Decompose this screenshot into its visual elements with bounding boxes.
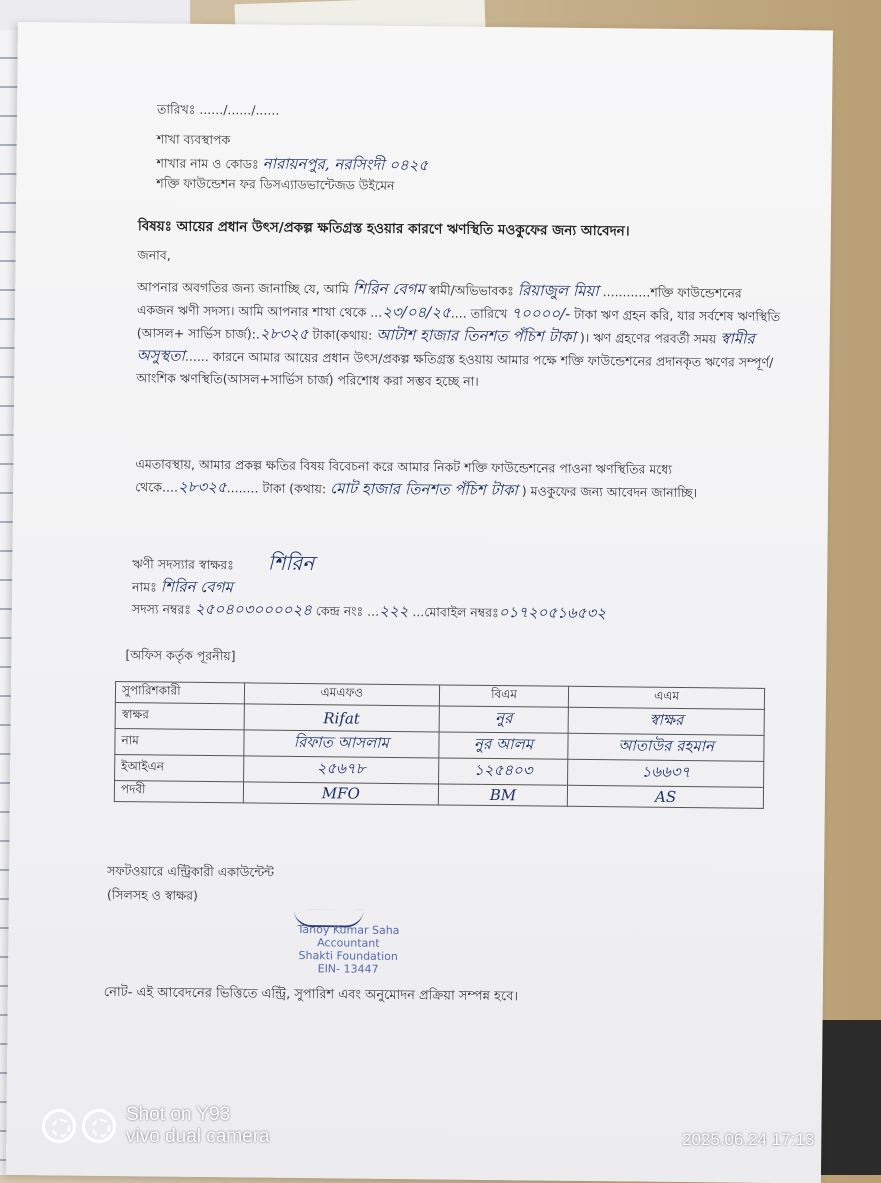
name-value-hand: শিরিন বেগম <box>160 577 233 597</box>
subject-line: বিষয়ঃ আয়ের প্রধান উৎস/প্রকল্প ক্ষতিগ্রস্ত হওয়ার কারণে ঋণস্থিতি মওকুফের জন্য আবেদন। <box>137 218 630 240</box>
table-cell: ১৬৬৩৭ <box>568 759 764 787</box>
stamp-name: Tanoy Kumar Saha <box>297 922 400 938</box>
member-name-hand: শিরিন বেগম <box>352 279 425 299</box>
table-cell: স্বাক্ষর <box>568 707 764 735</box>
p1-text-f: টাকা(কথায়: <box>312 327 373 343</box>
addressee-title: শাখা ব্যবস্থাপক <box>156 131 231 148</box>
branch-label: শাখার নাম ও কোডঃ <box>156 155 259 172</box>
branch-value: নারায়নপুর, নরসিংদী ০৪২৫ <box>262 154 429 175</box>
table-header-cell: এমএফও <box>244 683 439 706</box>
waiver-words-hand: মোট হাজার তিনশত পঁচিশ টাকা <box>330 479 518 500</box>
accountant-label: সফটওয়ারে এন্ট্রিকারী একাউন্টেন্ট <box>107 862 275 880</box>
table-header-cell: এএম <box>569 686 765 709</box>
row-label: পদবী <box>114 781 243 803</box>
camera-logo-icon <box>82 1109 116 1143</box>
loan-date-hand: ২৩/০৪/২৫ <box>382 302 451 322</box>
p2-text-a: এমতাবস্থায়, আমার প্রকল্প ক্ষতির বিষয় বিবেচনা করে আমার নিকট শক্তি ফাউন্ডেশনের পাওনা ঋণস্থিতির মধ্যে থেকে.... <box>135 456 673 495</box>
reason-hand: স্বামীর অসুস্থতা <box>136 329 755 365</box>
table-header-cell: বিএম <box>439 685 569 707</box>
p1-text-b: স্বামী/অভিভাবকঃ <box>428 282 514 299</box>
paragraph-one <box>136 275 782 396</box>
approval-table <box>114 681 765 809</box>
table-cell: ১২৫৪০৩ <box>438 758 568 785</box>
table-cell: নুর <box>439 706 569 733</box>
member-signature: শিরিন <box>267 550 315 576</box>
center-label: কেন্দ্র নংঃ ... <box>315 603 380 619</box>
date-line: তারিখঃ ....../....../...... <box>157 101 280 118</box>
stamp-ein: EIN- 13447 <box>317 962 379 976</box>
application-form <box>6 22 833 1183</box>
p1-text-g: )। ঋণ গ্রহণের পরবর্তী সময় <box>579 329 717 347</box>
balance-words-hand: আটাশ হাজার তিনশত পঁচিশ টাকা <box>376 325 577 346</box>
org-name: শক্তি ফাউন্ডেশন ফর ডিসএ্যাডভান্টেজড উইমেন <box>156 175 395 193</box>
p1-text-h: ...... কারনে আমার আয়ের প্রধান উৎস/প্রকল্প ক্ষতিগ্রস্ত হওয়ায় আমার পক্ষে শক্তি ফাউন্ডেশনের প্রদানকৃত ঋণের সম্পূর্ণ/আংশিক ঋণস্থিতি(আসল+সার্ভিস চার্জ) পরিশোধ করা সম্ভব হচ্ছে না। <box>136 348 774 389</box>
row-label: স্বাক্ষর <box>115 703 244 730</box>
center-number-hand: ২২২ <box>379 601 409 621</box>
mobile-label: ...মোবাইল নম্বরঃ <box>412 604 499 621</box>
name-label: নামঃ <box>132 579 157 595</box>
stamp-role: Accountant <box>317 936 380 950</box>
table-cell: BM <box>438 784 568 806</box>
camera-watermark <box>42 1104 270 1148</box>
row-label: ইআইএন <box>115 755 244 782</box>
table-cell: নুর আলম <box>439 732 569 759</box>
camera-model: Shot on Y93 <box>126 1104 231 1125</box>
table-cell: ২৫৬৭৮ <box>244 756 439 784</box>
table-cell: MFO <box>243 782 438 805</box>
paragraph-two <box>135 453 780 505</box>
office-use-label: [অফিস কর্তৃক পূরনীয়] <box>125 647 236 664</box>
camera-type: vivo dual camera <box>126 1126 270 1147</box>
accountant-seal-label: (সিলসহ ও স্বাক্ষর) <box>106 886 199 903</box>
p1-text-c: ............শক্তি ফাউন্ডেশনের একজন ঋণী সদস্য। আমি আপনার শাখা থেকে ... <box>136 284 742 320</box>
guardian-name-hand: রিয়াজুল মিয়া <box>517 281 599 301</box>
member-number-label: সদস্য নম্বরঃ <box>131 601 191 617</box>
photo-timestamp: 2025.06.24 17:13 <box>682 1130 815 1149</box>
signature-label: ঋণী সদস্যার স্বাক্ষরঃ <box>132 556 234 573</box>
row-label: নাম <box>115 729 244 756</box>
mobile-number-hand: ০১৭২০৫১৬৫৩২ <box>498 603 607 623</box>
table-cell: আতাউর রহমান <box>568 733 764 761</box>
waiver-amount-hand: ২৮৩২৫ <box>177 477 227 497</box>
dark-background <box>821 1020 881 1175</box>
loan-amount-hand: ৭০০০০/- <box>511 304 571 323</box>
table-cell: রিফাত আসলাম <box>244 730 439 758</box>
p1-text-d: .... তারিখে <box>450 305 508 322</box>
member-number-hand: ২৫০৪০৩০০০০২৪ <box>194 599 312 620</box>
camera-logo-icon <box>42 1109 76 1143</box>
p1-text-e: টাকা ঋণ গ্রহন করি, যার সর্বশেষ ঋণস্থিতি (আসল+ সার্ভিস চার্জ):. <box>136 306 781 342</box>
table-header-cell: সুপারিশকারী <box>115 682 244 704</box>
table-cell: AS <box>568 785 764 808</box>
member-row <box>132 597 606 627</box>
footer-note: নোট- এই আবেদনের ভিত্তিতে এন্ট্রি, সুপারিশ এবং অনুমোদন প্রক্রিয়া সম্পন্ন হবে। <box>103 984 519 1005</box>
accountant-stamp <box>258 923 439 977</box>
p2-text-b: ........ টাকা (কথায়: <box>226 480 327 497</box>
table-cell: Rifat <box>244 704 439 732</box>
p2-text-c: ) মওকুফের জন্য আবেদন জানাচ্ছি। <box>521 483 698 501</box>
stamp-org: Shakti Foundation <box>298 948 398 964</box>
salutation: জনাব, <box>137 247 171 263</box>
balance-hand: ২৮৩২৫ <box>259 324 309 344</box>
p1-text-a: আপনার অবগতির জন্য জানাচ্ছি যে, আমি <box>137 279 349 297</box>
